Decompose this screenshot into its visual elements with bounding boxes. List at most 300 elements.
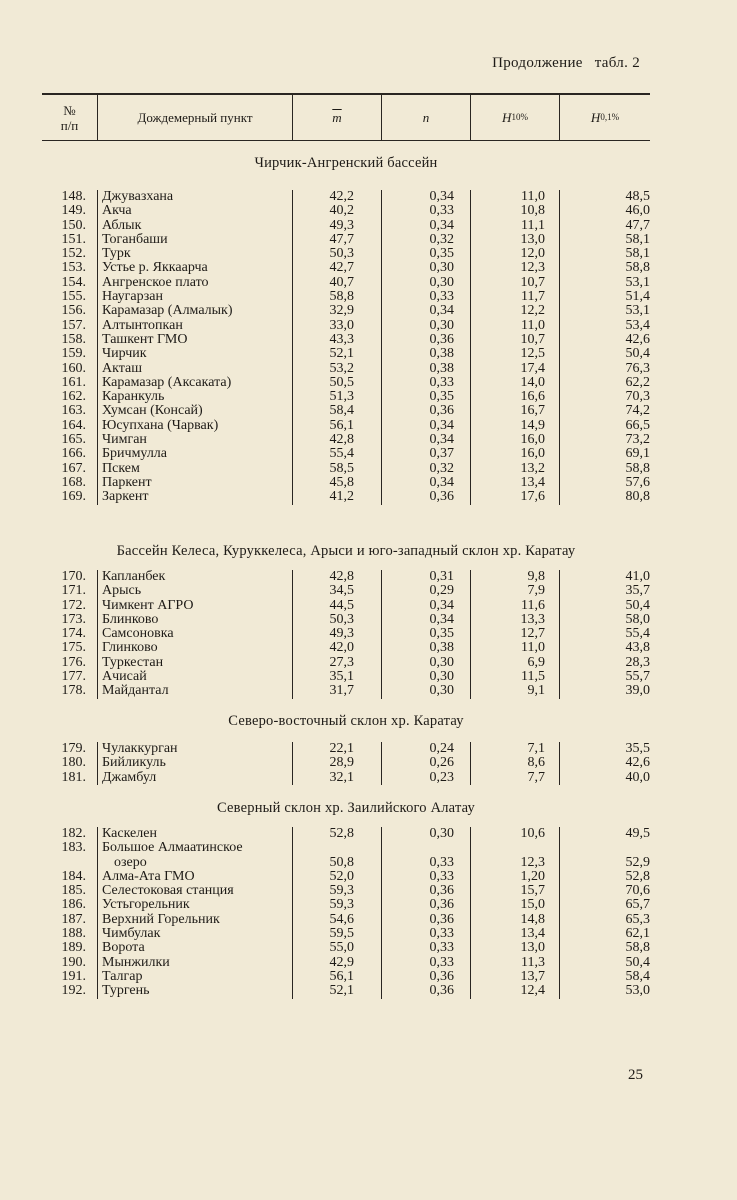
header-h01 (560, 95, 650, 140)
row-station-name: Джамбул (102, 769, 157, 785)
row-n-value: 0,30 (429, 317, 454, 333)
row-m-value: 49,3 (329, 217, 354, 233)
row-station-name: Бийликуль (102, 755, 166, 771)
row-n-value: 0,34 (429, 597, 454, 613)
row-m-value: 35,1 (329, 669, 354, 685)
row-station-name: Устьгорельник (102, 897, 190, 913)
row-h01-value: 40,0 (625, 769, 650, 785)
row-h01-value: 48,5 (625, 189, 650, 204)
row-h10-value: 15,7 (520, 883, 545, 899)
row-station-name: Арысь (102, 583, 142, 599)
row-h10-value: 16,0 (520, 432, 545, 448)
row-station-name: Наугарзан (102, 289, 163, 305)
row-n-value: 0,35 (429, 246, 454, 262)
row-h01-value: 50,4 (625, 954, 650, 970)
row-h01-value: 62,1 (625, 926, 650, 942)
row-n-value: 0,34 (429, 189, 454, 204)
row-number: 163. (61, 403, 86, 419)
row-n-value: 0,33 (429, 868, 454, 884)
row-h01-value: 58,8 (625, 260, 650, 276)
section-title-karatau-ne: Северо-восточный склон хр. Каратау (228, 713, 464, 729)
row-number: 171. (61, 583, 86, 599)
row-m-value: 34,5 (329, 583, 354, 599)
row-station-name: Карамазар (Алмалык) (102, 303, 233, 319)
row-station-name: Джувазхана (102, 189, 174, 204)
row-m-value: 45,8 (329, 474, 354, 490)
row-h01-value: 39,0 (625, 683, 650, 699)
row-station-name: Ташкент ГМО (102, 331, 188, 347)
row-h01-value: 55,4 (625, 626, 650, 642)
row-n-value: 0,30 (429, 826, 454, 841)
row-h10-value: 13,7 (520, 968, 545, 984)
row-m-value: 43,3 (329, 331, 354, 347)
row-station-name: Тоганбаши (102, 231, 168, 247)
row-h01-value: 52,9 (625, 854, 650, 870)
row-h10-value: 13,2 (520, 460, 545, 476)
header-number (42, 95, 97, 140)
section-title-alatau: Северный склон хр. Заилийского Алатау (216, 800, 476, 816)
table-row (42, 319, 650, 333)
row-number: 190. (61, 954, 86, 970)
row-m-value: 42,8 (329, 432, 354, 448)
row-h10-value: 12,3 (520, 260, 545, 276)
row-h10-value: 7,1 (527, 741, 545, 756)
row-m-value: 50,5 (329, 374, 354, 390)
row-station-name: Акча (102, 203, 132, 219)
table-row (42, 219, 650, 233)
row-h10-value: 15,0 (520, 897, 545, 913)
header-n (382, 95, 470, 140)
row-n-value: 0,32 (429, 460, 454, 476)
table-row (42, 841, 650, 870)
row-n-value: 0,33 (429, 374, 454, 390)
row-m-value: 52,1 (329, 346, 354, 362)
row-station-name: Турк (102, 246, 131, 262)
row-station-name: Каскелен (102, 826, 157, 841)
row-h10-value: 14,0 (520, 374, 545, 390)
row-station-name: Устье р. Яккаарча (102, 260, 208, 276)
row-number: 184. (61, 868, 86, 884)
table-row (42, 913, 650, 927)
section-karatau-ne-rows (42, 742, 650, 785)
row-h10-value: 11,5 (521, 669, 545, 685)
row-h10-value: 10,7 (520, 274, 545, 290)
row-h10-value: 11,0 (521, 640, 545, 656)
row-m-value: 59,5 (329, 926, 354, 942)
table-row (42, 984, 650, 998)
row-n-value: 0,34 (429, 611, 454, 627)
row-station-name: Талгар (102, 968, 143, 984)
row-m-value: 50,3 (329, 246, 354, 262)
row-number: 164. (61, 417, 86, 433)
row-station-name: Каранкуль (102, 389, 165, 405)
row-station-name: Чимган (102, 432, 147, 448)
row-n-value: 0,33 (429, 203, 454, 219)
row-number: 160. (61, 360, 86, 376)
row-h10-value: 16,7 (520, 403, 545, 419)
row-n-value: 0,36 (429, 968, 454, 984)
header-number-line1: № (63, 102, 76, 118)
row-h10-value: 12,7 (520, 626, 545, 642)
table-row (42, 941, 650, 955)
row-h10-value: 17,6 (520, 489, 545, 505)
row-h01-value: 58,1 (625, 231, 650, 247)
row-station-name: Чимкент АГРО (102, 597, 194, 613)
row-m-value: 52,1 (329, 983, 354, 999)
row-station-name: Паркент (102, 474, 152, 490)
row-m-value: 59,3 (329, 883, 354, 899)
row-h10-value: 12,4 (520, 983, 545, 999)
row-h10-value: 11,0 (521, 317, 545, 333)
row-h01-value: 42,6 (625, 755, 650, 771)
row-number: 150. (61, 217, 86, 233)
table-row (42, 641, 650, 655)
row-h10-value: 9,1 (527, 683, 545, 699)
row-number: 192. (61, 983, 86, 999)
row-n-value: 0,26 (429, 755, 454, 771)
row-station-name: Алтынтопкан (102, 317, 183, 333)
row-h01-value: 70,3 (625, 389, 650, 405)
row-h01-value: 58,8 (625, 940, 650, 956)
row-m-value: 56,1 (329, 417, 354, 433)
row-m-value: 55,0 (329, 940, 354, 956)
row-number: 181. (61, 769, 86, 785)
row-station-name: Большое Алмаатинское (102, 840, 243, 856)
row-m-value: 41,2 (329, 489, 354, 505)
row-h01-value: 69,1 (625, 446, 650, 462)
row-h10-value: 10,6 (520, 826, 545, 841)
row-station-name: Ворота (102, 940, 145, 956)
table-row (42, 827, 650, 841)
row-h10-value: 8,6 (527, 755, 545, 771)
row-h10-value: 13,0 (520, 231, 545, 247)
row-n-value: 0,34 (429, 217, 454, 233)
row-h01-value: 58,4 (625, 968, 650, 984)
row-n-value: 0,34 (429, 474, 454, 490)
page-header (0, 55, 640, 72)
row-m-value: 32,1 (329, 769, 354, 785)
row-n-value: 0,30 (429, 683, 454, 699)
table-row (42, 870, 650, 884)
row-m-value: 27,3 (329, 654, 354, 670)
row-n-value: 0,32 (429, 231, 454, 247)
header-m-symbol: $\overline{m}$ (332, 110, 342, 125)
row-number: 188. (61, 926, 86, 942)
row-h01-value: 73,2 (625, 432, 650, 448)
table-row (42, 333, 650, 347)
section-title-keles: Бассейн Келеса, Куруккелеса, Арыси и юго-западный склон хр. Каратау (116, 543, 576, 559)
row-number: 169. (61, 489, 86, 505)
table-row (42, 390, 650, 404)
row-number: 191. (61, 968, 86, 984)
row-h10-value: 14,8 (520, 911, 545, 927)
row-h01-value: 50,4 (625, 346, 650, 362)
row-m-value: 58,4 (329, 403, 354, 419)
row-h01-value: 47,7 (625, 217, 650, 233)
row-h01-value: 35,7 (625, 583, 650, 599)
table-row (42, 898, 650, 912)
row-h01-value: 66,5 (625, 417, 650, 433)
row-number: 162. (61, 389, 86, 405)
row-station-name: Чимбулак (102, 926, 161, 942)
row-h10-value: 14,9 (520, 417, 545, 433)
row-number: 186. (61, 897, 86, 913)
row-m-value: 44,5 (329, 597, 354, 613)
row-n-value: 0,38 (429, 346, 454, 362)
header-n-symbol: n (422, 110, 430, 125)
row-n-value: 0,30 (429, 654, 454, 670)
table-row (42, 404, 650, 418)
row-station-name: Верхний Горельник (102, 911, 220, 927)
table-row (42, 927, 650, 941)
row-h10-value: 9,8 (527, 569, 545, 584)
row-m-value: 50,8 (329, 854, 354, 870)
row-h01-value: 53,0 (625, 983, 650, 999)
table-row (42, 433, 650, 447)
row-h01-value: 58,8 (625, 460, 650, 476)
row-h01-value: 70,6 (625, 883, 650, 899)
row-number: 179. (61, 741, 86, 756)
row-number: 158. (61, 331, 86, 347)
row-station-name: Самсоновка (102, 626, 174, 642)
row-number: 173. (61, 611, 86, 627)
table-row (42, 304, 650, 318)
row-m-value: 42,9 (329, 954, 354, 970)
row-n-value: 0,31 (429, 569, 454, 584)
row-n-value: 0,36 (429, 403, 454, 419)
row-m-value: 40,7 (329, 274, 354, 290)
header-station: Дождемерный пункт (137, 110, 253, 125)
row-number: 161. (61, 374, 86, 390)
section-keles-rows (42, 570, 650, 699)
row-h10-value: 13,4 (520, 474, 545, 490)
row-h01-value: 62,2 (625, 374, 650, 390)
row-n-value: 0,30 (429, 669, 454, 685)
row-station-name: Ачисай (102, 669, 147, 685)
row-n-value: 0,30 (429, 274, 454, 290)
row-m-value: 31,7 (329, 683, 354, 699)
row-n-value: 0,24 (429, 741, 454, 756)
section-title-chirchik: Чирчик-Ангренский бассейн (254, 155, 438, 171)
table-row (42, 742, 650, 756)
row-station-name: Алма-Ата ГМО (102, 868, 195, 884)
header-h01-base: H (590, 110, 601, 125)
row-number: 159. (61, 346, 86, 362)
row-number: 165. (61, 432, 86, 448)
row-number: 157. (61, 317, 86, 333)
row-station-name: Тургень (102, 983, 150, 999)
row-m-value: 52,8 (329, 826, 354, 841)
row-number: 167. (61, 460, 86, 476)
row-number: 175. (61, 640, 86, 656)
row-m-value: 42,2 (329, 189, 354, 204)
table-row (42, 684, 650, 698)
row-h10-value: 11,1 (521, 217, 545, 233)
row-station-name: Селестоковая станция (102, 883, 234, 899)
table-row (42, 276, 650, 290)
row-m-value: 51,3 (329, 389, 354, 405)
row-h10-value: 12,5 (520, 346, 545, 362)
row-number: 185. (61, 883, 86, 899)
row-n-value: 0,36 (429, 911, 454, 927)
table-row (42, 599, 650, 613)
row-h10-value: 16,0 (520, 446, 545, 462)
table-row (42, 247, 650, 261)
row-number: 182. (61, 826, 86, 841)
row-station-name: Бричмулла (102, 446, 168, 462)
row-m-value: 53,2 (329, 360, 354, 376)
table-row (42, 656, 650, 670)
row-m-value: 59,3 (329, 897, 354, 913)
row-station-name: Ангренское плато (102, 274, 209, 290)
row-station-name: Юсупхана (Чарвак) (102, 417, 219, 433)
row-number: 177. (61, 669, 86, 685)
row-h01-value: 80,8 (625, 489, 650, 505)
row-number: 172. (61, 597, 86, 613)
row-h10-value: 13,0 (520, 940, 545, 956)
row-station-name: Блинково (102, 611, 159, 627)
row-h10-value: 16,6 (520, 389, 545, 405)
row-station-name: Аблык (102, 217, 142, 233)
table-row (42, 261, 650, 275)
row-h01-value: 53,1 (625, 274, 650, 290)
row-h01-value: 50,4 (625, 597, 650, 613)
row-h10-value: 13,3 (520, 611, 545, 627)
header-h10 (471, 95, 559, 140)
row-h01-value: 51,4 (625, 289, 650, 305)
row-m-value: 42,7 (329, 260, 354, 276)
row-h10-value: 6,9 (527, 654, 545, 670)
row-h01-value: 41,0 (625, 569, 650, 584)
row-m-value: 22,1 (329, 741, 354, 756)
row-number: 174. (61, 626, 86, 642)
row-station-name: Карамазар (Аксаката) (102, 374, 232, 390)
row-number: 152. (61, 246, 86, 262)
row-m-value: 33,0 (329, 317, 354, 333)
section-chirchik-rows (42, 190, 650, 505)
row-h10-value: 1,20 (520, 868, 545, 884)
row-number: 153. (61, 260, 86, 276)
row-number: 183. (61, 840, 86, 856)
row-h01-value: 65,7 (625, 897, 650, 913)
row-m-value: 56,1 (329, 968, 354, 984)
row-h10-value: 12,0 (520, 246, 545, 262)
table-row (42, 347, 650, 361)
row-h10-value: 11,6 (521, 597, 545, 613)
continuation-label: Продолжение (492, 55, 583, 71)
row-m-value: 42,0 (329, 640, 354, 656)
table-row (42, 956, 650, 970)
row-station-name: Майдантал (102, 683, 169, 699)
row-m-value: 50,3 (329, 611, 354, 627)
row-n-value: 0,33 (429, 854, 454, 870)
row-station-name: Хумсан (Консай) (102, 403, 203, 419)
row-m-value: 42,8 (329, 569, 354, 584)
row-h01-value: 58,1 (625, 246, 650, 262)
row-station-name: Мынжилки (102, 954, 170, 970)
table-row (42, 670, 650, 684)
row-h01-value: 35,5 (625, 741, 650, 756)
row-h01-value: 74,2 (625, 403, 650, 419)
row-h10-value: 7,9 (527, 583, 545, 599)
row-station-name: Заркент (102, 489, 149, 505)
table-row (42, 970, 650, 984)
row-h01-value: 65,3 (625, 911, 650, 927)
row-n-value: 0,36 (429, 897, 454, 913)
table-row (42, 570, 650, 584)
row-n-value: 0,33 (429, 289, 454, 305)
row-station-name: Пскем (102, 460, 140, 476)
row-h01-value: 58,0 (625, 611, 650, 627)
row-number: 187. (61, 911, 86, 927)
row-h10-value: 13,4 (520, 926, 545, 942)
row-n-value: 0,38 (429, 640, 454, 656)
row-n-value: 0,35 (429, 626, 454, 642)
row-station-name: Акташ (102, 360, 143, 376)
row-number: 156. (61, 303, 86, 319)
row-station-name: Капланбек (102, 569, 166, 584)
row-h10-value: 10,8 (520, 203, 545, 219)
row-n-value: 0,36 (429, 883, 454, 899)
row-h01-value: 43,8 (625, 640, 650, 656)
row-number: 166. (61, 446, 86, 462)
row-h10-value: 17,4 (520, 360, 545, 376)
row-h01-value: 52,8 (625, 868, 650, 884)
row-m-value: 54,6 (329, 911, 354, 927)
header-number-line2: п/п (60, 117, 79, 133)
row-h01-value: 53,4 (625, 317, 650, 333)
row-n-value: 0,23 (429, 769, 454, 785)
row-number: 189. (61, 940, 86, 956)
header-h10-base: H (502, 110, 512, 125)
table-row (42, 190, 650, 204)
row-h01-value: 76,3 (625, 360, 650, 376)
row-h10-value: 7,7 (527, 769, 545, 785)
table-row (42, 584, 650, 598)
row-number: 154. (61, 274, 86, 290)
table-row (42, 447, 650, 461)
row-h10-value: 11,7 (521, 289, 545, 305)
row-h10-value: 11,0 (521, 189, 545, 204)
row-m-value: 28,9 (329, 755, 354, 771)
row-n-value: 0,33 (429, 940, 454, 956)
row-station-name: Туркестан (102, 654, 164, 670)
row-number: 168. (61, 474, 86, 490)
row-m-value: 52,0 (329, 868, 354, 884)
row-number: 155. (61, 289, 86, 305)
table-row (42, 462, 650, 476)
row-station-name: Глинково (102, 640, 158, 656)
row-number: 180. (61, 755, 86, 771)
table-row (42, 771, 650, 785)
row-h01-value: 28,3 (625, 654, 650, 670)
row-n-value: 0,34 (429, 417, 454, 433)
row-h01-value: 49,5 (625, 826, 650, 841)
table-row (42, 476, 650, 490)
row-h01-value: 55,7 (625, 669, 650, 685)
row-number: 178. (61, 683, 86, 699)
page-number: 25 (628, 1067, 643, 1083)
row-number: 151. (61, 231, 86, 247)
row-n-value: 0,37 (429, 446, 454, 462)
row-m-value: 55,4 (329, 446, 354, 462)
row-h10-value: 12,3 (520, 854, 545, 870)
row-n-value: 0,36 (429, 331, 454, 347)
row-m-value: 58,5 (329, 460, 354, 476)
header-m (293, 95, 381, 140)
row-number: 148. (61, 189, 86, 204)
table-header (42, 93, 650, 141)
